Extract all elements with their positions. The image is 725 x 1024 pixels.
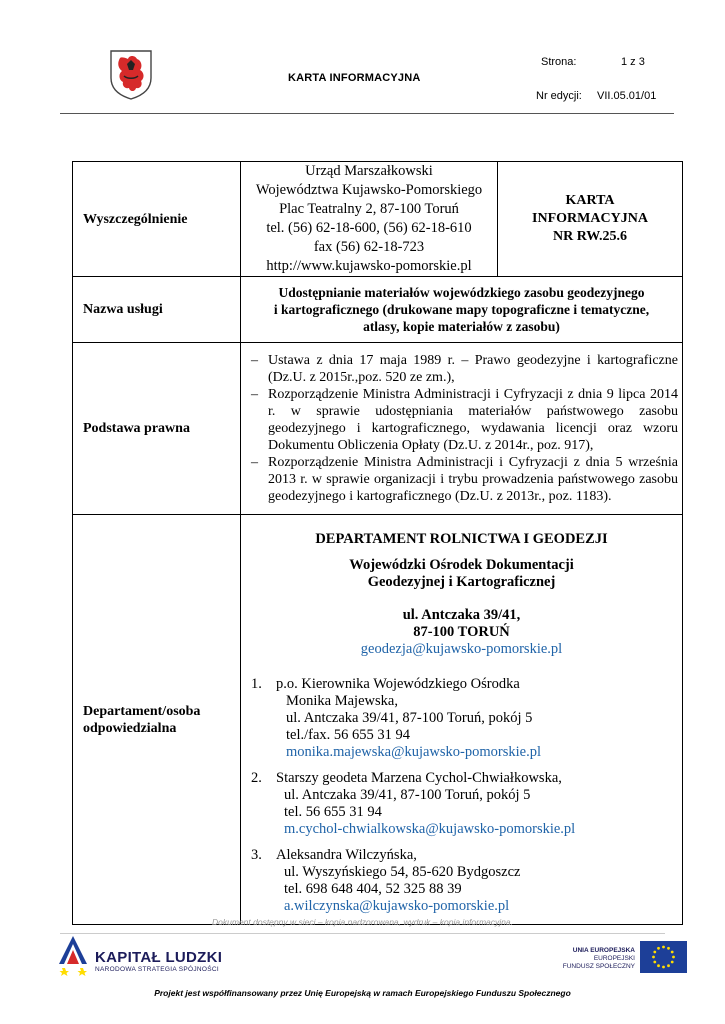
office-phone: tel. (56) 62-18-600, (56) 62-18-610 [266,220,472,236]
legal-act-3: – Rozporządzenie Ministra Administracji i Cyfryzacji z dnia 5 września 2013 r. w sprawie organizacji i trybu prowadzenia państwowego zasobu geodezyjnego i kartograficznego (Dz.U. z 2013r., poz. 1183). [241,454,678,505]
header-divider [60,113,674,114]
edition-number: VII.05.01/01 [597,90,657,102]
card-code: NR RW.25.6 [552,229,628,244]
footer-note: Dokument dostępny w sieci – kopia nadzorowana, wydruk – kopia informacyjna. [212,917,513,927]
eu-flag-icon [640,941,687,973]
center-name-2: Geodezyjnej i Kartograficznej [367,574,556,590]
legal-basis-list [241,343,683,515]
row-details [73,162,683,277]
row-details-label: Wyszczególnienie [73,162,241,277]
row-legal-basis-label: Podstawa prawna [73,343,241,515]
contact-email[interactable]: a.wilczynska@kujawsko-pomorskie.pl [284,898,510,914]
footer-divider [60,933,665,934]
eu-fund-label: UNIA EUROPEJSKA EUROPEJSKI FUNDUSZ SPOŁECZNY [562,947,635,970]
row-service [73,277,683,343]
card-number [498,162,683,277]
card-subtitle: INFORMACYJNA [532,211,648,226]
contact-email[interactable]: m.cychol-chwialkowska@kujawsko-pomorskie.pl [284,821,576,837]
page-label: Strona: [541,56,577,68]
legal-act-2: – Rozporządzenie Ministra Administracji i Cyfryzacji z dnia 9 lipca 2014 r. w sprawie udostępniania materiałów państwowego zasobu geodezyjnego i kartograficznego, wydawania licencji oraz wzoru Dokumentu Obliczenia Opłaty (Dz.U. z 2014r., poz. 917), [241,386,678,454]
contact-person: 1. p.o. Kierownika Wojewódzkiego Ośrodka Monika Majewska, ul. Antczaka 39/41, 87-100 Toruń, pokój 5 tel./fax. 56 655 31 94 monika.majewska@kujawsko-pomorskie.pl [241,676,682,761]
department-name: DEPARTAMENT ROLNICTWA I GEODEZJI [315,531,608,547]
office-name: Urząd Marszałkowski [305,163,433,179]
contact-persons [241,676,682,915]
contact-person: 2. Starszy geodeta Marzena Cychol-Chwiałkowska, ul. Antczaka 39/41, 87-100 Toruń, pokój 5 tel. 56 655 31 94 m.cychol-chwialkowska@kujawsko-pomorskie.pl [241,770,682,838]
department-street: ul. Antczaka 39/41, [402,607,521,623]
office-fax: fax (56) 62-18-723 [313,239,425,255]
office-website: http://www.kujawsko-pomorskie.pl [266,258,472,274]
office-region: Województwa Kujawsko-Pomorskiego [255,182,483,198]
service-name [241,277,683,343]
coat-of-arms-icon [108,48,154,100]
service-line-3: atlasy, kopie materiałów z zasobu) [363,319,560,334]
header-title: KARTA INFORMACYJNA [288,72,421,84]
office-address [241,162,498,277]
department-details [241,515,683,925]
contact-email[interactable]: monika.majewska@kujawsko-pomorskie.pl [286,744,541,760]
row-department [73,515,683,925]
row-department-label: Departament/osoba odpowiedzialna [73,515,241,925]
info-table [72,161,683,925]
row-service-label: Nazwa usługi [73,277,241,343]
project-funding-note: Projekt jest współfinansowany przez Unię Europejską w ramach Europejskiego Funduszu Społecznego [154,988,571,998]
kapital-ludzki-subtitle: NARODOWA STRATEGIA SPÓJNOŚCI [95,966,219,973]
service-line-2: i kartograficznego (drukowane mapy topograficzne i tematyczne, [273,302,650,317]
contact-person: 3. Aleksandra Wilczyńska, ul. Wyszyńskiego 54, 85-620 Bydgoszcz tel. 698 648 404, 52 325 88 39 a.wilczynska@kujawsko-pomorskie.pl [241,847,682,915]
department-email[interactable]: geodezja@kujawsko-pomorskie.pl [360,641,563,657]
edition-label: Nr edycji: [536,90,582,102]
row-legal-basis [73,343,683,515]
office-street: Plac Teatralny 2, 87-100 Toruń [279,201,459,217]
card-title: KARTA [565,193,615,208]
kapital-ludzki-logo-icon [56,934,90,980]
department-city: 87-100 TORUŃ [413,624,510,640]
center-name-1: Wojewódzki Ośrodek Dokumentacji [349,557,574,573]
kapital-ludzki-title: KAPITAŁ LUDZKI [95,949,223,966]
service-line-1: Udostępnianie materiałów wojewódzkiego zasobu geodezyjnego [278,285,645,300]
page-number: 1 z 3 [621,56,645,68]
legal-act-1: – Ustawa z dnia 17 maja 1989 r. – Prawo geodezyjne i kartograficzne (Dz.U. z 2015r.,poz. 520 ze zm.), [241,352,678,386]
